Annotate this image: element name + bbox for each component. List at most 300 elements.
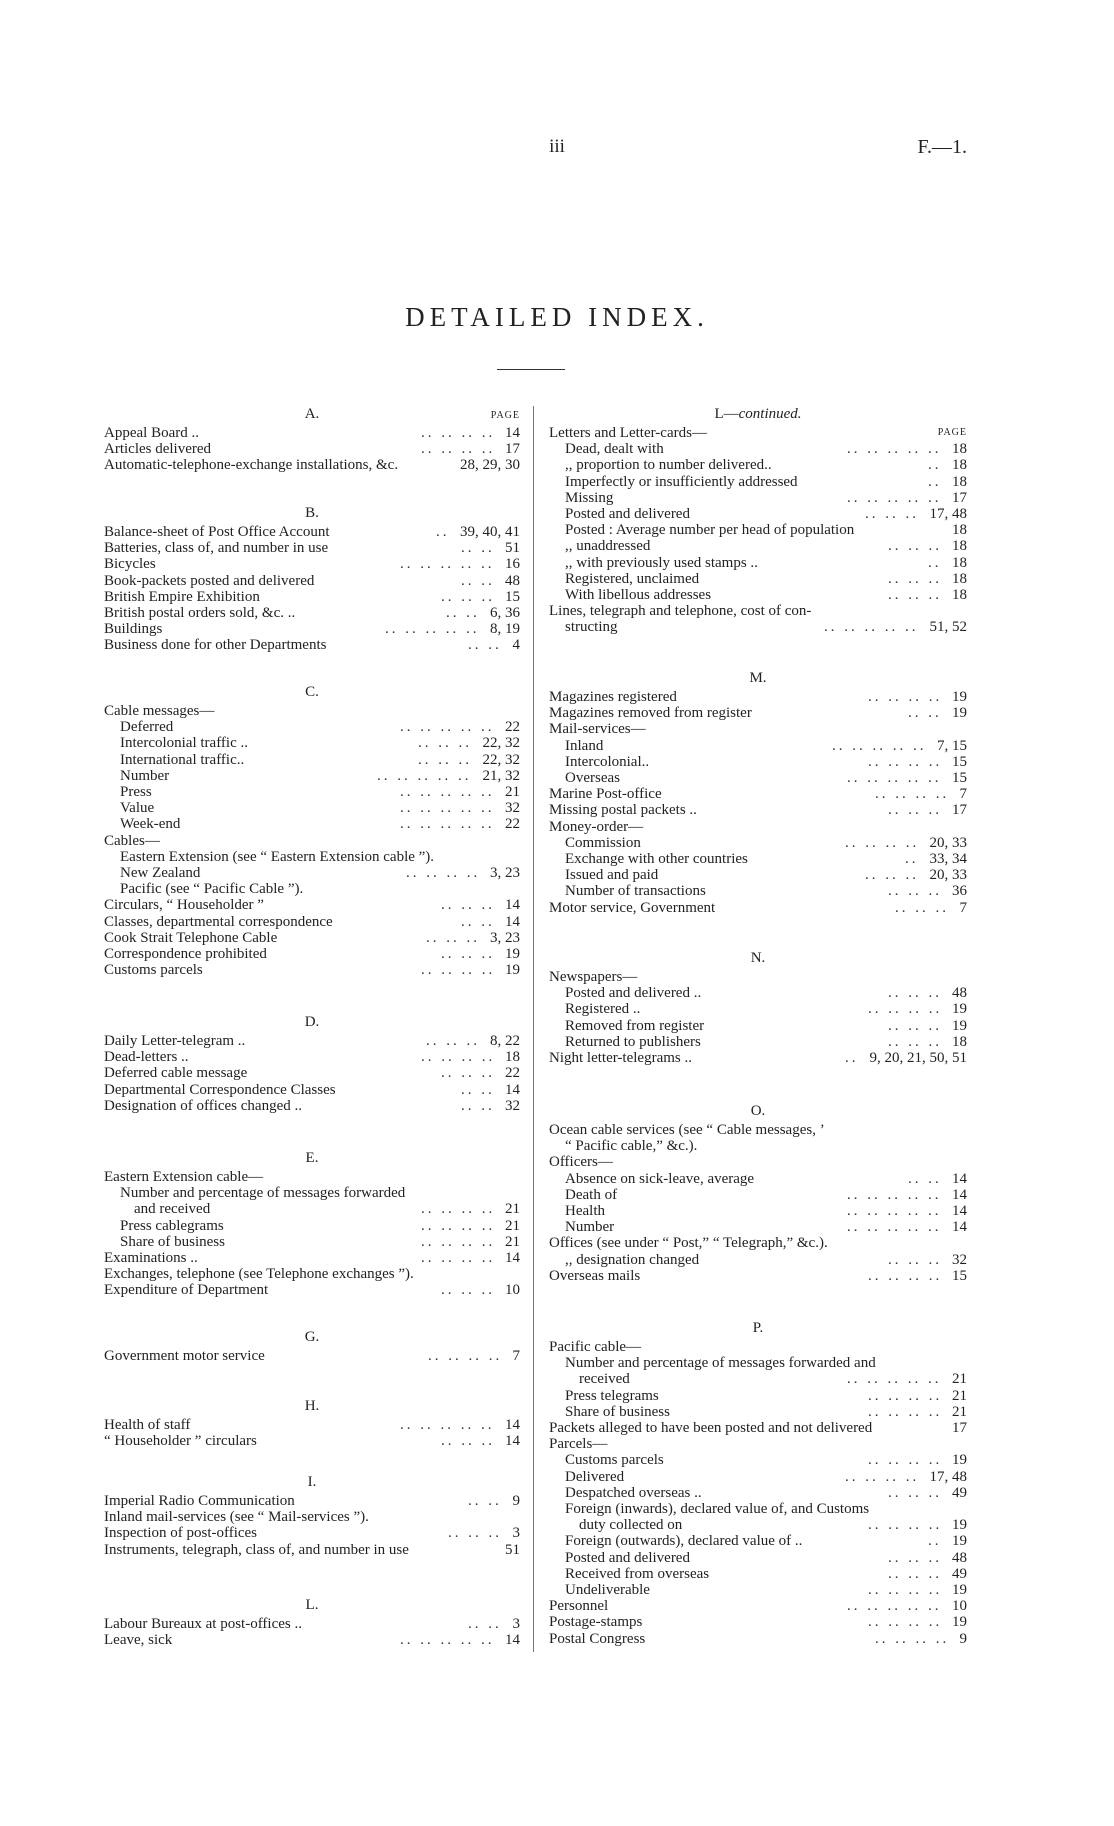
section-letter: G. — [304, 1329, 320, 1345]
index-entry — [104, 1433, 520, 1449]
entry-page-number: 14 — [505, 1433, 520, 1450]
leader-dots: .. .. .. .. — [421, 1201, 496, 1218]
entry-text: Eastern Extension cable— — [104, 1169, 264, 1185]
entry-page-number: 7 — [959, 786, 967, 803]
entry-page-number: 18 — [952, 554, 967, 571]
entry-page-number: 21 — [505, 1233, 520, 1250]
entry-text: Deferred — [120, 719, 174, 736]
entry-page-number: 19 — [952, 1533, 967, 1550]
entry-page-number: 10 — [505, 1282, 520, 1299]
entry-page-number: 17, 48 — [929, 1468, 967, 1485]
entry-text: Government motor service — [104, 1348, 265, 1364]
entry-page-number: 22 — [505, 816, 520, 833]
entry-page-number: 9 — [512, 1493, 520, 1509]
leader-dots: .. .. .. .. .. — [400, 800, 495, 817]
entry-page-number: 19 — [952, 1452, 967, 1469]
leader-dots: .. .. .. — [888, 1251, 942, 1268]
section-letter: C. — [305, 684, 319, 700]
leader-dots: .. .. .. — [888, 1565, 942, 1582]
leader-dots: .. .. .. .. — [875, 786, 950, 803]
leader-dots: .. .. .. — [441, 897, 495, 914]
leader-dots: .. .. .. .. .. — [400, 556, 495, 573]
leader-dots: .. .. .. .. .. — [847, 1371, 942, 1388]
entry-text: Share of business — [120, 1233, 225, 1250]
entry-page-number: 7 — [959, 899, 967, 916]
entry-page-number: 17, 48 — [929, 506, 967, 522]
index-entry — [104, 1282, 520, 1298]
leader-dots: .. .. .. .. — [868, 753, 943, 770]
leader-dots: .. .. — [461, 913, 495, 930]
entry-page-number: 10 — [952, 1598, 967, 1615]
entry-text: Posted and delivered — [565, 1549, 690, 1566]
entry-page-number: 7 — [512, 1348, 520, 1364]
entry-page-number: 19 — [505, 962, 520, 979]
entry-text: Customs parcels — [565, 1452, 664, 1469]
entry-text: Leave, sick — [104, 1632, 173, 1649]
index-entry — [104, 556, 520, 572]
entry-text: Night letter-telegrams .. — [549, 1050, 692, 1066]
leader-dots: .. — [928, 457, 942, 474]
leader-dots: .. .. .. .. .. — [400, 1417, 495, 1433]
index-entry — [549, 883, 967, 899]
entry-page-number: 17 — [505, 441, 520, 458]
entry-text: Eastern Extension (see “ Eastern Extension cable ”). — [120, 848, 435, 865]
entry-page-number: 32 — [505, 800, 520, 817]
entry-page-number: 3 — [512, 1616, 520, 1632]
index-entry — [104, 1250, 520, 1266]
leader-dots: .. .. .. .. — [421, 425, 496, 441]
index-entry — [549, 1614, 967, 1630]
section-continued-label: continued. — [738, 406, 802, 422]
index-entry — [104, 768, 520, 784]
entry-text: Designation of offices changed .. — [104, 1097, 302, 1114]
leader-dots: .. .. — [461, 572, 495, 589]
entry-text: Exchange with other countries — [565, 851, 748, 867]
entry-page-number: 48 — [952, 985, 967, 1002]
entry-text: duty collected on — [579, 1517, 683, 1534]
entry-text: Correspondence prohibited — [104, 946, 267, 962]
leader-dots: .. .. .. .. .. — [847, 770, 942, 786]
entry-text: ,, unaddressed — [565, 538, 651, 555]
page-title: DETAILED INDEX. — [405, 302, 709, 332]
index-entry — [104, 1082, 520, 1098]
section-letter: I. — [307, 1474, 317, 1490]
entry-text: Despatched overseas .. — [565, 1484, 702, 1501]
entry-text: Number of transactions — [565, 883, 706, 900]
entry-text: ,, with previously used stamps .. — [565, 554, 758, 571]
index-entry — [549, 555, 967, 571]
entry-text: Received from overseas — [565, 1565, 710, 1582]
entry-text: Press — [120, 784, 152, 800]
entry-text: Packets alleged to have been posted and not delivered — [549, 1420, 873, 1436]
index-entry — [104, 719, 520, 735]
index-entry — [104, 1185, 520, 1201]
entry-page-number: 19 — [505, 946, 520, 962]
index-entry — [549, 1268, 967, 1284]
entry-page-number: 48 — [952, 1549, 967, 1566]
entry-text: Magazines removed from register — [549, 705, 752, 722]
section-letter: O. — [750, 1103, 766, 1119]
leader-dots: .. .. .. — [888, 883, 942, 900]
index-entry — [549, 1598, 967, 1614]
entry-text: Postage-stamps — [549, 1614, 643, 1631]
entry-text: Automatic-telephone-exchange installations, &c. — [104, 457, 399, 474]
entry-text: Deferred cable message — [104, 1065, 248, 1082]
leader-dots: .. .. .. .. — [421, 962, 496, 979]
entry-page-number: 19 — [952, 705, 967, 722]
index-entry — [104, 573, 520, 589]
index-entry — [549, 705, 967, 721]
index-entry — [104, 703, 520, 719]
section-letter: A. — [304, 406, 320, 422]
entry-page-number: 16 — [505, 556, 520, 573]
entry-text: Intercolonial.. — [565, 753, 650, 770]
entry-page-number: 14 — [505, 1250, 520, 1266]
index-entry — [549, 1485, 967, 1501]
leader-dots: .. .. — [468, 637, 502, 654]
leader-dots: .. .. .. .. — [875, 1630, 950, 1647]
leader-dots: .. .. — [908, 1170, 942, 1187]
index-entry — [549, 1533, 967, 1549]
leader-dots: .. .. .. .. .. — [847, 1186, 942, 1203]
entry-text: Posted and delivered .. — [565, 985, 702, 1002]
index-entry — [549, 474, 967, 490]
entry-page-number: 14 — [952, 1219, 967, 1236]
entry-text: Inland — [565, 737, 604, 754]
entry-page-number: 18 — [952, 538, 967, 555]
entry-text: ,, proportion to number delivered.. — [565, 457, 772, 474]
index-entry — [549, 738, 967, 754]
entry-text: Examinations .. — [104, 1250, 198, 1266]
entry-text: structing — [565, 619, 618, 636]
entry-text: International traffic.. — [120, 751, 245, 768]
index-entry — [104, 1525, 520, 1541]
index-entry — [549, 1452, 967, 1468]
leader-dots: .. .. .. — [895, 899, 949, 916]
index-entry — [549, 538, 967, 554]
index-entry — [549, 819, 967, 835]
entry-text: Pacific (see “ Pacific Cable ”). — [120, 881, 304, 898]
leader-dots: .. .. .. .. .. — [847, 1219, 942, 1236]
index-entry — [104, 849, 520, 865]
entry-page-number: 15 — [952, 770, 967, 786]
entry-page-number: 14 — [505, 1632, 520, 1649]
entry-page-number: 9 — [959, 1630, 967, 1647]
leader-dots: .. .. — [468, 1616, 502, 1632]
leader-dots: .. .. .. .. — [845, 1468, 920, 1485]
index-entry — [104, 897, 520, 913]
entry-page-number: 14 — [505, 425, 520, 441]
index-entry — [104, 752, 520, 768]
index-entry — [549, 969, 967, 985]
entry-text: Lines, telegraph and telephone, cost of con- — [549, 603, 812, 620]
entry-page-number: 18 — [952, 587, 967, 603]
leader-dots: .. .. .. .. — [421, 441, 496, 458]
leader-dots: .. .. .. .. — [428, 1348, 503, 1364]
entry-text: Exchanges, telephone (see Telephone exchanges ”). — [104, 1266, 414, 1283]
page-column-header: PAGE — [937, 427, 967, 438]
index-entry — [104, 1266, 520, 1282]
entry-text: Cable messages— — [104, 703, 215, 719]
leader-dots: .. .. — [468, 1493, 502, 1509]
entry-text: ,, designation changed — [565, 1251, 700, 1268]
index-entry — [549, 754, 967, 770]
index-entry — [549, 786, 967, 802]
leader-dots: .. — [436, 524, 450, 540]
entry-page-number: 7, 15 — [937, 737, 967, 754]
entry-text: Imperial Radio Communication — [104, 1493, 295, 1509]
entry-page-number: 6, 36 — [490, 605, 520, 621]
leader-dots: .. .. .. — [888, 1484, 942, 1501]
index-entry — [549, 835, 967, 851]
entry-text: Dead-letters .. — [104, 1049, 189, 1066]
section-letter: D. — [304, 1014, 320, 1030]
index-entry — [104, 1493, 520, 1509]
entry-text: Value — [120, 800, 155, 817]
entry-page-number: 18 — [952, 441, 967, 458]
index-entry — [549, 851, 967, 867]
entry-text: Week-end — [120, 816, 181, 833]
index-entry — [549, 1050, 967, 1066]
index-entry — [104, 914, 520, 930]
leader-dots: .. .. .. — [865, 506, 919, 522]
index-entry — [549, 1404, 967, 1420]
entry-text: Classes, departmental correspondence — [104, 913, 333, 930]
entry-page-number: 20, 33 — [929, 834, 967, 851]
leader-dots: .. .. .. .. — [421, 1049, 496, 1066]
page-column-header: PAGE — [490, 410, 520, 421]
section-letter: M. — [749, 670, 767, 686]
leader-dots: .. .. .. .. .. — [847, 1203, 942, 1219]
entry-text: Health — [565, 1203, 605, 1219]
index-entry — [104, 425, 520, 441]
index-entry — [549, 770, 967, 786]
index-entry — [549, 1469, 967, 1485]
entry-page-number: 18 — [505, 1049, 520, 1066]
entry-text: Death of — [565, 1186, 618, 1203]
entry-page-number: 19 — [952, 1582, 967, 1598]
leader-dots: .. .. .. — [441, 1282, 495, 1299]
entry-text: Departmental Correspondence Classes — [104, 1081, 336, 1098]
entry-text: Dead, dealt with — [565, 441, 664, 458]
section-letter: B. — [305, 505, 319, 521]
entry-page-number: 15 — [505, 588, 520, 605]
entry-text: Articles delivered — [104, 441, 212, 458]
section-letter: H. — [304, 1398, 320, 1414]
index-entry — [104, 865, 520, 881]
leader-dots: .. — [928, 554, 942, 571]
leader-dots: .. .. .. — [441, 946, 495, 962]
leader-dots: .. .. .. .. .. — [847, 441, 942, 458]
index-entry — [104, 833, 520, 849]
index-entry — [104, 962, 520, 978]
index-entry — [104, 1169, 520, 1185]
entry-text: Registered .. — [565, 1001, 641, 1018]
entry-text: Ocean cable services (see “ Cable messages, ’ — [549, 1122, 825, 1138]
entry-text: New Zealand — [120, 865, 201, 881]
leader-dots: .. .. .. — [865, 867, 919, 884]
leader-dots: .. .. .. — [448, 1525, 502, 1542]
entry-text: Magazines registered — [549, 689, 677, 705]
index-entry — [104, 1065, 520, 1081]
index-entry — [549, 1420, 967, 1436]
index-entry — [549, 457, 967, 473]
entry-text: Missing postal packets .. — [549, 802, 697, 819]
entry-text: Newspapers— — [549, 969, 638, 985]
index-entry — [549, 1138, 967, 1154]
entry-page-number: 21 — [952, 1403, 967, 1420]
index-entry — [549, 1355, 967, 1371]
entry-page-number: 14 — [505, 913, 520, 930]
entry-page-number: 48 — [505, 572, 520, 589]
entry-text: Inland mail-services (see “ Mail-services ”). — [104, 1509, 369, 1526]
index-entry — [104, 524, 520, 540]
leader-dots: .. .. .. — [418, 735, 472, 752]
entry-text: Press cablegrams — [120, 1217, 224, 1234]
entry-text: Number and percentage of messages forwarded and — [565, 1355, 876, 1372]
entry-text: and received — [134, 1201, 211, 1218]
entry-text: Cables— — [104, 832, 160, 849]
entry-text: Daily Letter-telegram .. — [104, 1033, 246, 1049]
entry-page-number: 19 — [952, 689, 967, 705]
entry-text: Marine Post-office — [549, 786, 662, 803]
entry-text: Imperfectly or insufficiently addressed — [565, 473, 798, 490]
entry-page-number: 19 — [952, 1517, 967, 1534]
leader-dots: .. .. .. .. — [421, 1233, 496, 1250]
entry-page-number: 17 — [952, 802, 967, 819]
index-entry — [549, 900, 967, 916]
entry-text: Parcels— — [549, 1436, 608, 1453]
index-entry — [549, 1219, 967, 1235]
entry-text: Buildings — [104, 621, 163, 638]
index-entry — [104, 930, 520, 946]
index-entry — [104, 881, 520, 897]
index-entry — [549, 506, 967, 522]
entry-text: Removed from register — [565, 1017, 705, 1034]
leader-dots: .. .. .. .. — [868, 1452, 943, 1469]
entry-page-number: 21 — [952, 1371, 967, 1388]
index-entry — [549, 490, 967, 506]
entry-text: Foreign (inwards), declared value of, and Customs — [565, 1501, 870, 1517]
entry-page-number: 20, 33 — [929, 867, 967, 884]
index-entry — [549, 1001, 967, 1017]
entry-page-number: 21, 32 — [482, 767, 520, 784]
entry-page-number: 15 — [952, 753, 967, 770]
leader-dots: .. .. .. — [426, 929, 480, 946]
leader-dots: .. .. .. — [888, 1033, 942, 1050]
index-entry — [549, 1550, 967, 1566]
entry-text: Bicycles — [104, 556, 156, 573]
page-header-reference: F.—1. — [917, 136, 967, 158]
leader-dots: .. .. .. .. .. — [847, 489, 942, 506]
index-entry — [104, 1417, 520, 1433]
entry-text: Registered, unclaimed — [565, 570, 700, 587]
index-entry — [104, 1098, 520, 1114]
entry-text: Posted and delivered — [565, 506, 690, 522]
index-entry — [104, 589, 520, 605]
leader-dots: .. .. .. — [441, 1433, 495, 1450]
index-entry — [549, 1018, 967, 1034]
entry-page-number: 51 — [505, 1541, 520, 1558]
entry-text: Share of business — [565, 1403, 670, 1420]
entry-page-number: 4 — [512, 637, 520, 654]
entry-page-number: 51 — [505, 540, 520, 557]
index-entry — [104, 1201, 520, 1217]
entry-text: Overseas — [565, 770, 620, 786]
index-entry — [549, 425, 967, 441]
section-letter: P. — [752, 1320, 764, 1336]
entry-text: Commission — [565, 834, 641, 851]
index-entry — [104, 1234, 520, 1250]
leader-dots: .. .. .. .. — [868, 1267, 943, 1284]
entry-page-number: 51, 52 — [929, 619, 967, 636]
leader-dots: .. — [928, 473, 942, 490]
entry-page-number: 14 — [505, 897, 520, 914]
entry-page-number: 36 — [952, 883, 967, 900]
index-entry — [549, 522, 967, 538]
entry-text: Number — [120, 767, 170, 784]
entry-text: Motor service, Government — [549, 899, 716, 916]
entry-text: Balance-sheet of Post Office Account — [104, 524, 330, 540]
entry-page-number: 3 — [512, 1525, 520, 1542]
entry-text: “ Pacific cable,” &c.). — [565, 1138, 698, 1155]
entry-page-number: 14 — [952, 1170, 967, 1187]
index-entry — [104, 1509, 520, 1525]
entry-text: Postal Congress — [549, 1630, 646, 1647]
index-entry — [104, 816, 520, 832]
index-entry — [104, 605, 520, 621]
index-entry — [549, 1566, 967, 1582]
leader-dots: .. .. .. .. — [868, 689, 943, 705]
section-letter: N. — [750, 950, 766, 966]
leader-dots: .. — [928, 1533, 942, 1550]
index-entry — [104, 1632, 520, 1648]
index-entry — [549, 689, 967, 705]
entry-text: Book-packets posted and delivered — [104, 572, 315, 589]
entry-page-number: 21 — [952, 1387, 967, 1404]
leader-dots: .. .. .. .. — [868, 1582, 943, 1598]
leader-dots: .. .. .. — [888, 985, 942, 1002]
entry-page-number: 14 — [505, 1081, 520, 1098]
index-entry — [104, 457, 520, 473]
leader-dots: .. .. .. — [418, 751, 472, 768]
entry-text: Number and percentage of messages forwarded — [120, 1185, 406, 1202]
index-entry — [104, 441, 520, 457]
index-entry — [104, 637, 520, 653]
title-rule — [497, 369, 565, 370]
entry-text: Undeliverable — [565, 1582, 650, 1598]
entry-text: Cook Strait Telephone Cable — [104, 929, 278, 946]
leader-dots: .. .. — [461, 1097, 495, 1114]
page-header-number: iii — [549, 136, 565, 157]
index-entry — [549, 441, 967, 457]
entry-text: Missing — [565, 489, 614, 506]
leader-dots: .. .. .. — [888, 538, 942, 555]
leader-dots: .. .. .. .. — [421, 1250, 496, 1266]
leader-dots: .. .. — [461, 1081, 495, 1098]
index-entry — [549, 867, 967, 883]
entry-text: Offices (see under “ Post,” “ Telegraph,” &c.). — [549, 1235, 828, 1252]
entry-page-number: 3, 23 — [490, 929, 520, 946]
entry-text: “ Householder ” circulars — [104, 1433, 257, 1450]
entry-page-number: 21 — [505, 1217, 520, 1234]
leader-dots: .. .. .. .. — [868, 1403, 943, 1420]
entry-text: Posted : Average number per head of population — [565, 522, 855, 539]
index-entry — [549, 802, 967, 818]
entry-text: Business done for other Departments — [104, 637, 327, 654]
index-entry — [549, 721, 967, 737]
index-entry — [549, 1631, 967, 1647]
